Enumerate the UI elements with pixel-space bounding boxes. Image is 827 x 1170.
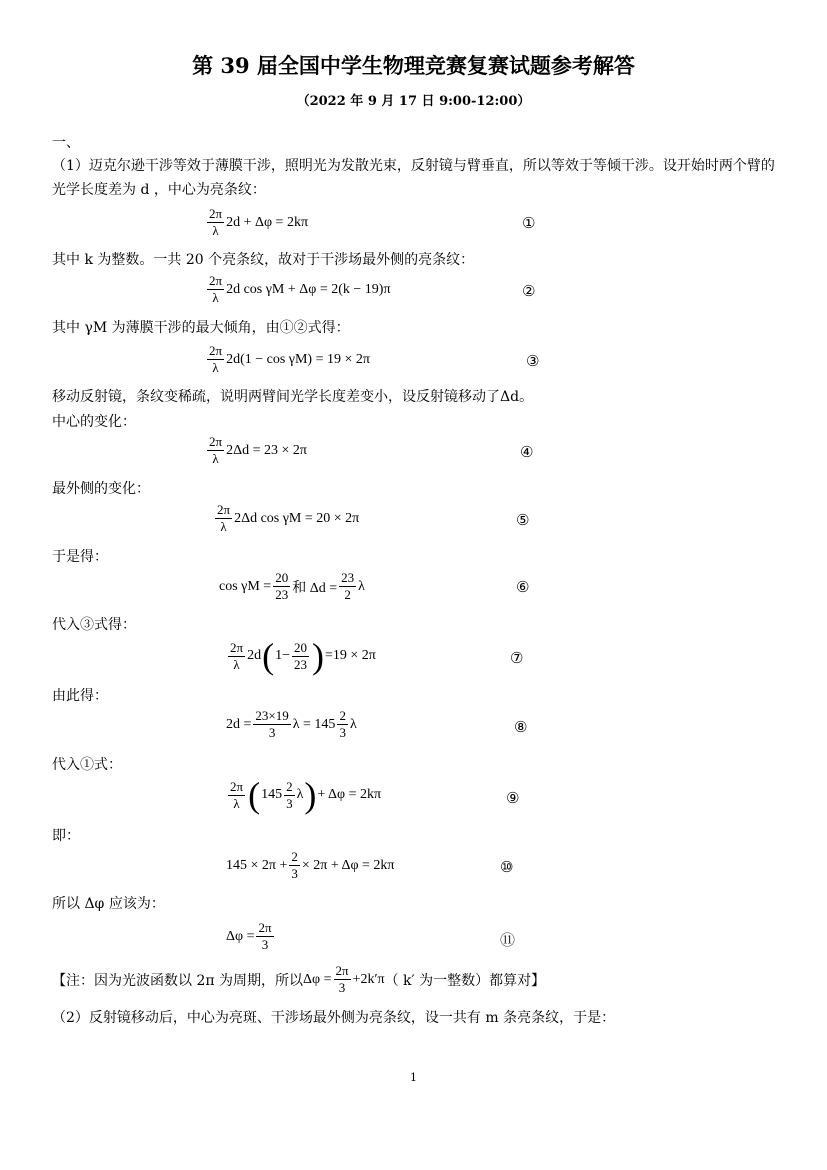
paragraph-8: 代入③式得： (52, 617, 136, 633)
paragraph-5: 中心的变化： (52, 414, 136, 430)
equation-9: $\frac{2\pi}{\lambda}$ ( 145 $\frac{2}{3}$ λ ) + Δφ = 2kπ (230, 775, 382, 815)
note-text-start: 【注：因为光波函数以 2π 为周期，所以 (52, 972, 304, 989)
equation-4: $\frac{2\pi}{\lambda}$ 2Δd = 23 × 2π (209, 434, 307, 466)
equation-1-label: ① (522, 214, 536, 232)
paragraph-10: 代入①式： (52, 757, 122, 773)
equation-8-label: ⑧ (514, 718, 528, 736)
equation-4-label: ④ (520, 443, 534, 461)
exam-date: （2022 年 9 月 17 日 9:00-12:00） (296, 94, 531, 109)
equation-3: $\frac{2\pi}{\lambda}$ 2d(1 − cos γM) = 19 × 2π (209, 343, 370, 375)
equation-7-label: ⑦ (510, 649, 524, 667)
paragraph-4: 移动反射镜，条纹变稀疏，说明两臂间光学长度差变小，设反射镜移动了Δd。 (52, 389, 534, 405)
page-number: 1 (410, 1071, 417, 1084)
note-equation: Δφ = $\frac{2\pi}{3}$ +2k′π (303, 963, 385, 995)
note (52, 963, 545, 996)
document-title: 第 39 届全国中学生物理竞赛复赛试题参考解答 (192, 53, 635, 78)
equation-11: Δφ = $\frac{2\pi}{3}$ (226, 920, 272, 952)
equation-2-label: ② (522, 282, 536, 300)
equation-11-label: ⑪ (500, 931, 516, 949)
equation-10: 145 × 2π + $\frac{2}{3}$ × 2π + Δφ = 2kπ (226, 849, 395, 881)
paragraph-11: 即： (52, 828, 80, 844)
note-text-end: （ k′ 为一整数）都算对】 (384, 972, 546, 989)
equation-7: $\frac{2\pi}{\lambda}$ 2d ( 1− $\frac{20}{23}$ ) =19 × 2π (230, 636, 376, 676)
equation-2: $\frac{2\pi}{\lambda}$ 2d cos γM + Δφ = 2(k − 19)π (209, 273, 391, 305)
equation-3-label: ③ (526, 352, 540, 370)
equation-8: 2d = $\frac{23\times 19}{3}$ λ = 145 $\frac{2}{3}$ λ (226, 708, 357, 740)
equation-9-label: ⑨ (506, 789, 520, 807)
paragraph-7: 于是得： (52, 549, 108, 565)
paragraph-6: 最外侧的变化： (52, 481, 150, 497)
paragraph-3: 其中 γM 为薄膜干涉的最大倾角，由①②式得： (52, 320, 350, 336)
equation-5-label: ⑤ (516, 511, 530, 529)
equation-1: $\frac{2\pi}{\lambda}$ 2d + Δφ = 2kπ (209, 206, 309, 238)
paragraph-1: （1）迈克尔逊干涉等效于薄膜干涉，照明光为发散光束，反射镜与臂垂直，所以等效于等倾干涉。设开始时两个臂的光学长度差为 d ，中心为亮条纹： (52, 158, 775, 198)
equation-10-label: ⑩ (500, 858, 514, 876)
equation-6: cos γM = $\frac{20}{23}$ 和 Δd = $\frac{23}{2}$ λ (219, 570, 365, 602)
paragraph-13: （2）反射镜移动后，中心为亮斑、干涉场最外侧为亮条纹，设一共有 m 条亮条纹，于是： (52, 1010, 616, 1026)
equation-6-label: ⑥ (516, 578, 530, 596)
section-heading: 一、 (52, 135, 80, 151)
paragraph-12: 所以 Δφ 应该为： (52, 896, 165, 912)
paragraph-9: 由此得： (52, 688, 108, 704)
equation-5: $\frac{2\pi}{\lambda}$ 2Δd cos γM = 20 × 2π (217, 502, 360, 534)
paragraph-2: 其中 k 为整数。一共 20 个亮条纹，故对于干涉场最外侧的亮条纹： (52, 252, 475, 268)
